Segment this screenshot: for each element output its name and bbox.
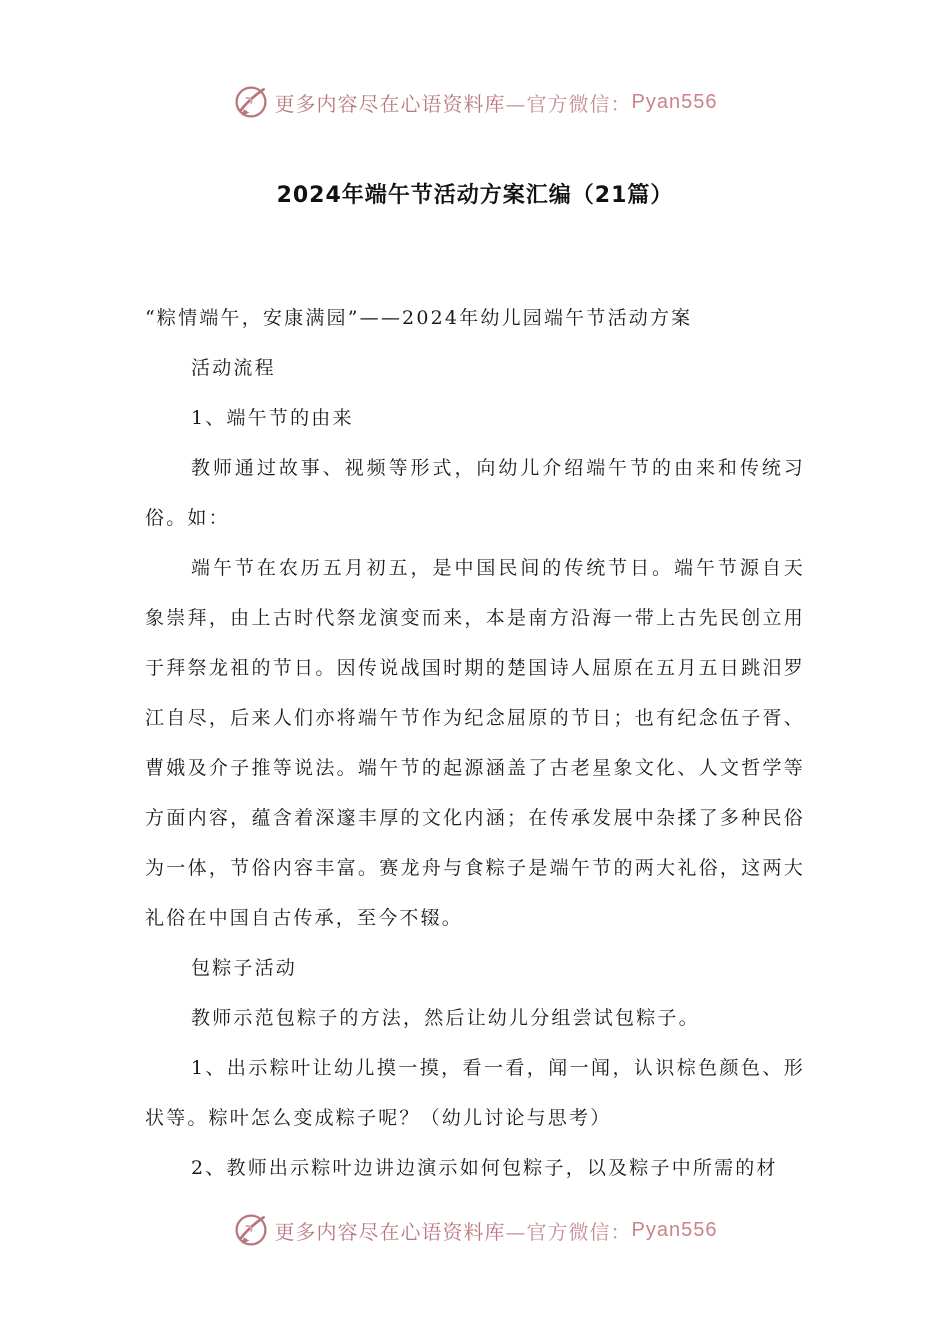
- body-paragraph: 教师示范包粽子的方法，然后让幼儿分组尝试包粽子。: [191, 1007, 700, 1029]
- section-heading-activity-flow: 活动流程: [191, 357, 276, 379]
- watermark-wechat-label: —官方微信：: [505, 1219, 632, 1244]
- section-heading-origin: 1、端午节的由来: [191, 407, 354, 429]
- body-paragraph: 教师通过故事、视频等形式，向幼儿介绍端午节的由来和传统习俗。如：: [145, 457, 805, 529]
- body-paragraph: 2、教师出示粽叶边讲边演示如何包粽子，以及粽子中所需的材: [191, 1157, 778, 1179]
- section-heading-zongzi-activity: 包粽子活动: [191, 957, 298, 979]
- pen-logo-icon: [233, 1212, 269, 1248]
- subtitle-paragraph: “粽情端午，安康满园”——2024年幼儿园端午节活动方案: [145, 307, 693, 329]
- document-title: 2024年端午节活动方案汇编（21篇）: [276, 183, 674, 208]
- watermark-text: 更多内容尽在心语资料库: [274, 91, 506, 116]
- document-body: [145, 293, 805, 1193]
- footer-watermark: [0, 1210, 950, 1250]
- pen-logo-icon: [233, 84, 269, 120]
- watermark-wechat-label: —官方微信：: [505, 91, 632, 116]
- body-paragraph: 1、出示粽叶让幼儿摸一摸，看一看，闻一闻，认识棕色颜色、形状等。粽叶怎么变成粽子呢？（幼儿讨论与思考）: [145, 1057, 805, 1129]
- watermark-wechat-id: Pyan556: [631, 1218, 718, 1241]
- body-paragraph: 端午节在农历五月初五，是中国民间的传统节日。端午节源自天象崇拜，由上古时代祭龙演变而来，本是南方沿海一带上古先民创立用于拜祭龙祖的节日。因传说战国时期的楚国诗人屈原在五月五日跳汨罗江自尽，后来人们亦将端午节作为纪念屈原的节日；也有纪念伍子胥、曹娥及介子推等说法。端午节的起源涵盖了古老星象文化、人文哲学等方面内容，蕴含着深邃丰厚的文化内涵；在传承发展中杂揉了多种民俗为一体，节俗内容丰富。赛龙舟与食粽子是端午节的两大礼俗，这两大礼俗在中国自古传承，至今不辍。: [145, 557, 805, 929]
- watermark-text: 更多内容尽在心语资料库: [274, 1219, 506, 1244]
- watermark-wechat-id: Pyan556: [631, 90, 718, 113]
- header-watermark: [0, 82, 950, 122]
